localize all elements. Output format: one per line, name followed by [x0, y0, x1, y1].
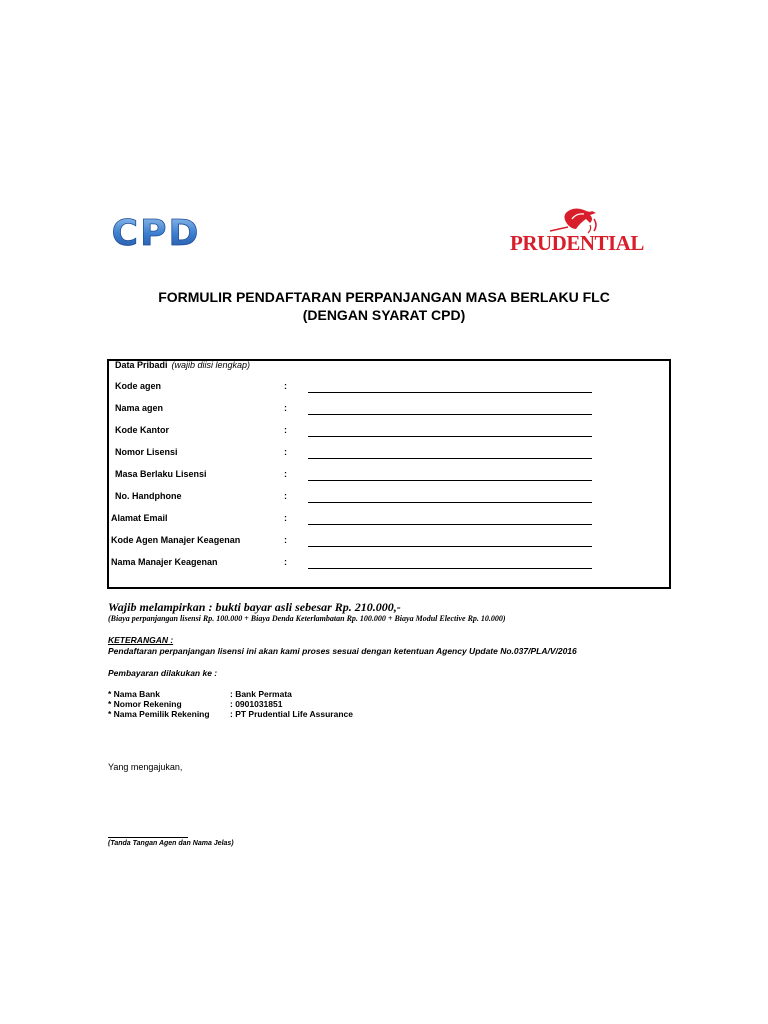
email-input-line[interactable] — [308, 524, 592, 525]
field-label: No. Handphone — [115, 491, 182, 501]
nomor-lisensi-input-line[interactable] — [308, 458, 592, 459]
masa-berlaku-input-line[interactable] — [308, 480, 592, 481]
field-label: Nama Manajer Keagenan — [111, 557, 218, 567]
kode-agen-input-line[interactable] — [308, 392, 592, 393]
field-colon: : — [284, 425, 287, 435]
section-note: (wajib diisi lengkap) — [171, 360, 251, 370]
field-colon: : — [284, 403, 287, 413]
bank-info-value: : PT Prudential Life Assurance — [230, 709, 353, 719]
bank-info-label: * Nama Bank — [108, 689, 160, 699]
field-label: Masa Berlaku Lisensi — [115, 469, 207, 479]
form-title-line1: FORMULIR PENDAFTARAN PERPANJANGAN MASA BERLAKU FLC — [158, 289, 610, 305]
field-label: Nama agen — [115, 403, 164, 413]
cpd-logo-text: CPD — [111, 213, 201, 251]
field-colon: : — [284, 381, 287, 391]
field-label: Kode Agen Manajer Keagenan — [111, 535, 241, 545]
bank-info-value: : Bank Permata — [230, 689, 292, 699]
field-colon: : — [284, 535, 287, 545]
bank-info-label: * Nama Pemilik Rekening — [108, 709, 210, 719]
kode-kantor-input-line[interactable] — [308, 436, 592, 437]
nama-agen-input-line[interactable] — [308, 414, 592, 415]
field-colon: : — [284, 447, 287, 457]
payment-to-label: Pembayaran dilakukan ke : — [108, 668, 218, 678]
prudential-logo-text: PRUDENTIAL — [510, 231, 644, 255]
prudential-logo — [510, 205, 658, 253]
field-colon: : — [284, 469, 287, 479]
cpd-logo — [108, 211, 204, 251]
handphone-input-line[interactable] — [308, 502, 592, 503]
signature-note: (Tanda Tangan Agen dan Nama Jelas) — [108, 840, 234, 847]
fee-breakdown: (Biaya perpanjangan lisensi Rp. 100.000 + Biaya Denda Keterlambatan Rp. 100.000 + Biaya Modul Elective Rp. 10.000) — [108, 614, 506, 623]
section-title-text: Data Pribadi — [115, 360, 168, 370]
field-label: Kode Kantor — [115, 425, 169, 435]
field-colon: : — [284, 491, 287, 501]
nama-manajer-input-line[interactable] — [308, 568, 592, 569]
required-payment-note: Wajib melampirkan : bukti bayar asli sebesar Rp. 210.000,- — [108, 600, 401, 614]
field-label: Kode agen — [115, 381, 162, 391]
section-title — [115, 360, 250, 370]
signature-line[interactable] — [108, 837, 188, 838]
field-label: Nomor Lisensi — [115, 447, 178, 457]
bank-info-value: : 0901031851 — [230, 699, 283, 709]
field-colon: : — [284, 557, 287, 567]
keterangan-text: Pendaftaran perpanjangan lisensi ini akan kami proses sesuai dengan ketentuan Agency Update No.037/PLA/V/2016 — [108, 646, 577, 656]
field-colon: : — [284, 513, 287, 523]
bank-info-label: * Nomor Rekening — [108, 699, 182, 709]
form-title-line2: (DENGAN SYARAT CPD) — [302, 307, 466, 323]
kode-manajer-input-line[interactable] — [308, 546, 592, 547]
field-label: Alamat Email — [111, 513, 168, 523]
keterangan-title: KETERANGAN : — [108, 635, 174, 645]
applicant-label: Yang mengajukan, — [108, 762, 183, 772]
